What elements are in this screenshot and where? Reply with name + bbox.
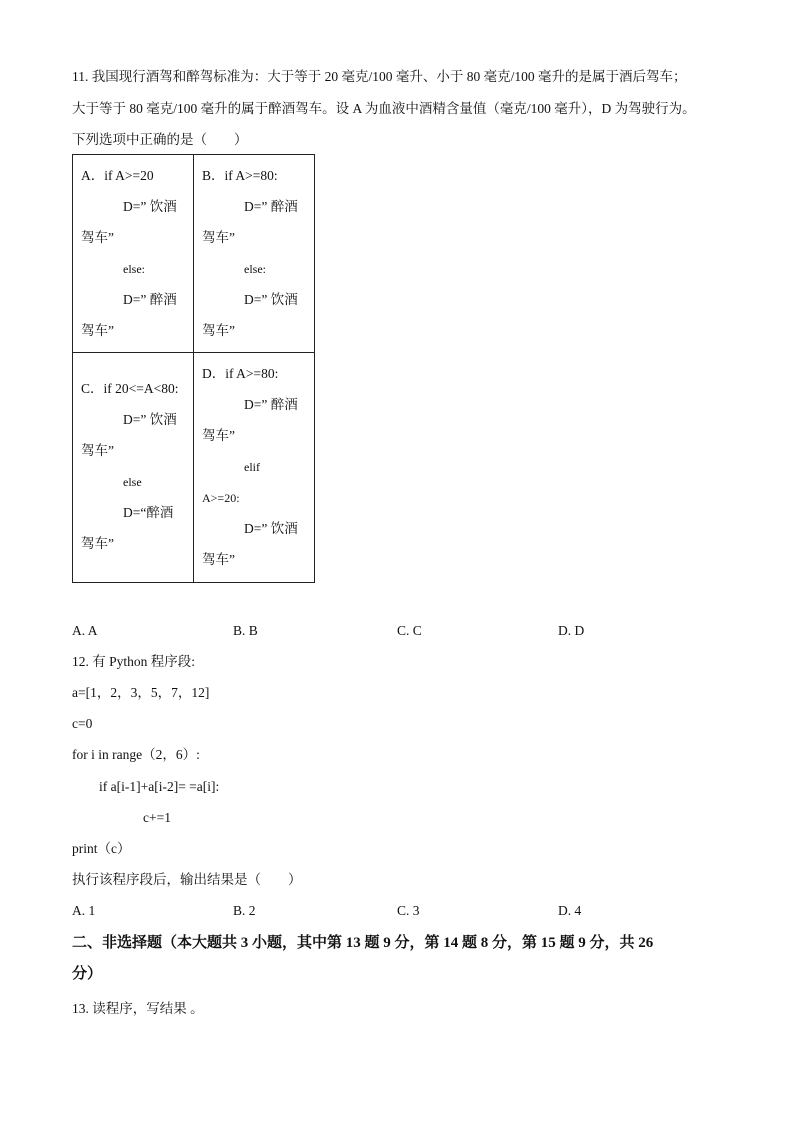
q12-answer-c: C. 3 [397,903,420,918]
option-b-line: 驾车” [202,230,235,245]
option-d-line: D．if A>=80: [202,366,279,381]
q11-answer-a: A. A [72,623,98,638]
q12-code-line: c=0 [72,716,93,731]
option-a-line: D=” 饮酒 [123,199,177,214]
option-c-line: 驾车” [81,443,114,458]
option-b-line: D=” 醉酒 [244,199,298,214]
option-c-cell [73,353,194,583]
q12-code-line: c+=1 [143,810,171,825]
option-b-line: else: [244,262,266,276]
q12-code-line: for i in range（2，6）: [72,747,200,762]
option-c-line: 驾车” [81,536,114,551]
q13-title: 13. 读程序，写结果 。 [72,1001,204,1016]
section2-heading-line1: 二、非选择题（本大题共 3 小题，其中第 13 题 9 分，第 14 题 8 分，第 15 题 9 分，共 26 [72,935,654,951]
option-c-line: C．if 20<=A<80: [81,381,179,396]
option-d-line: elif [244,460,260,474]
q12-answer-d: D. 4 [558,903,582,918]
option-a-line: A．if A>=20 [81,168,154,183]
option-d-line: D=” 醉酒 [244,397,298,412]
section2-heading-line2: 分） [72,966,103,982]
q12-answer-b: B. 2 [233,903,256,918]
option-b-line: 驾车” [202,323,235,338]
option-b-line: B．if A>=80: [202,168,278,183]
q11-options-table [72,154,315,583]
q12-code-line: if a[i-1]+a[i-2]= =a[i]: [99,779,220,794]
option-a-cell [73,155,194,353]
option-d-line: 驾车” [202,552,235,567]
option-c-line: else [123,475,142,489]
option-c-line: D=“醉酒 [123,505,174,520]
q11-text-line3: 下列选项中正确的是（ ） [72,132,248,147]
option-b-cell [194,155,315,353]
option-c-line: D=” 饮酒 [123,412,177,427]
option-d-line: A>=20: [202,491,240,505]
q11-answer-c: C. C [397,623,422,638]
q12-question: 执行该程序段后，输出结果是（ ） [72,872,302,887]
option-a-line: 驾车” [81,230,114,245]
q12-answer-a: A. 1 [72,903,96,918]
option-b-line: D=” 饮酒 [244,292,298,307]
option-d-line: D=” 饮酒 [244,521,298,536]
option-a-line: 驾车” [81,323,114,338]
option-d-cell [194,353,315,583]
q11-answer-d: D. D [558,623,585,638]
q11-text-line1: 11. 我国现行酒驾和醉驾标准为：大于等于 20 毫克/100 毫升、小于 80 毫克/100 毫升的是属于酒后驾车； [72,69,687,84]
option-a-line: D=” 醉酒 [123,292,177,307]
q11-answer-b: B. B [233,623,258,638]
q12-title: 12. 有 Python 程序段: [72,654,196,669]
q11-text-line2: 大于等于 80 毫克/100 毫升的属于醉酒驾车。设 A 为血液中酒精含量值（毫克/100 毫升），D 为驾驶行为。 [72,101,696,116]
option-d-line: 驾车” [202,428,235,443]
q12-code-line: a=[1，2，3，5，7，12] [72,685,210,700]
option-a-line: else: [123,262,145,276]
q12-code-line: print（c） [72,841,131,856]
